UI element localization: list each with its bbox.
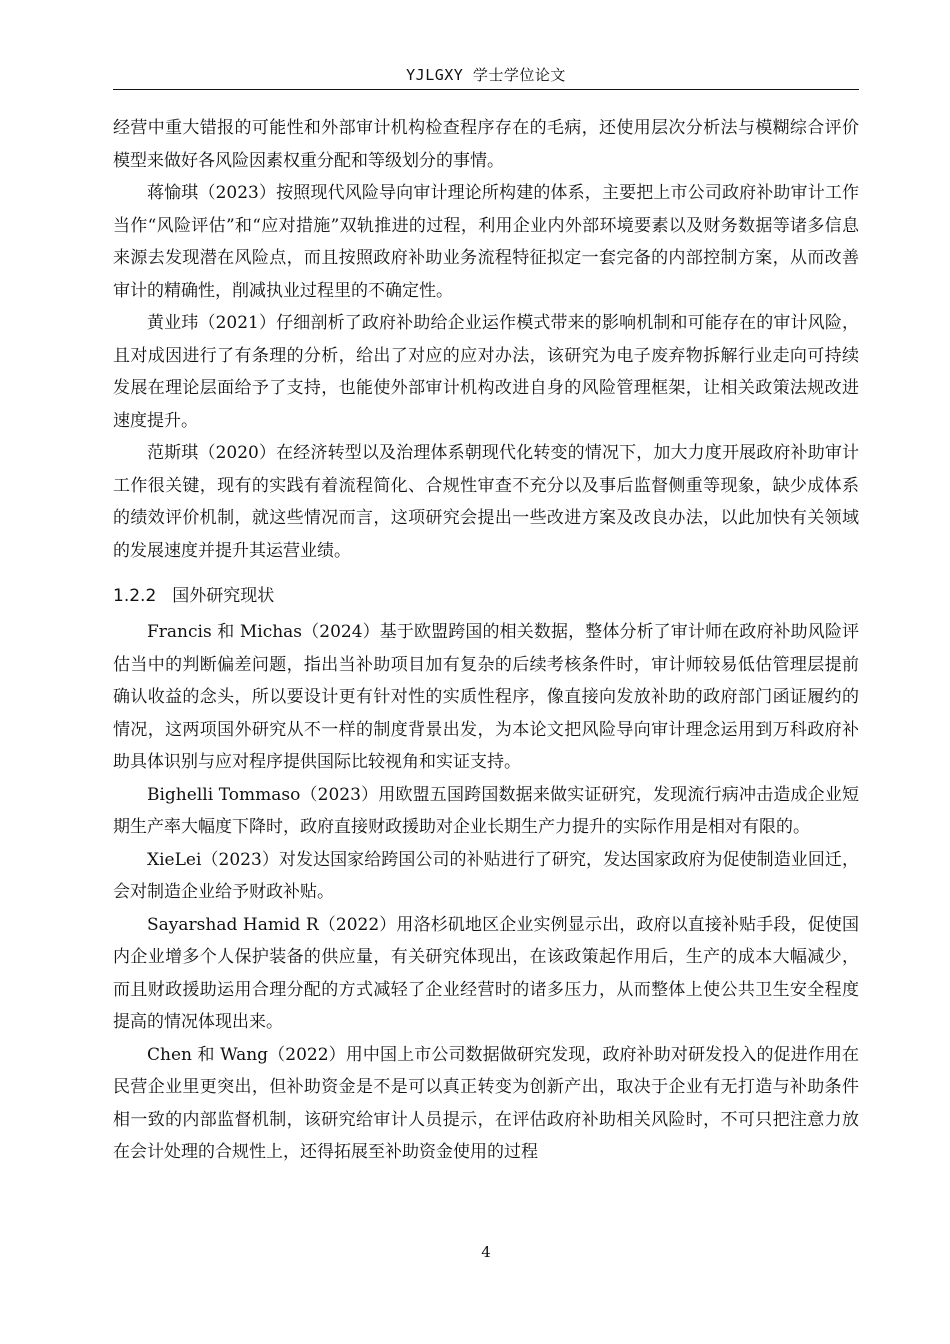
paragraph: 范斯琪（2020）在经济转型以及治理体系朝现代化转变的情况下，加大力度开展政府补助审计工作很关键，现有的实践有着流程简化、合规性审查不充分以及事后监督侧重等现象，缺少成体系的绩效评价机制，就这些情况而言，这项研究会提出一些改进方案及改良办法，以此加快有关领域的发展速度并提升其运营业绩。 [113, 443, 859, 561]
section-heading [113, 580, 859, 612]
paragraph: 蒋愉琪（2023）按照现代风险导向审计理论所构建的体系，主要把上市公司政府补助审计工作当作“风险评估”和“应对措施”双轨推进的过程，利用企业内外部环境要素以及财务数据等诸多信息来源去发现潜在风险点，而且按照政府补助业务流程特征拟定一套完备的内部控制方案，从而改善审计的精确性，削减执业过程里的不确定性。 [113, 183, 859, 301]
section-number: 1.2.2 [113, 586, 157, 606]
paragraph: Bighelli Tommaso（2023）用欧盟五国跨国数据来做实证研究，发现流行病冲击造成企业短期生产率大幅度下降时，政府直接财政援助对企业长期生产力提升的实际作用是相对有限的。 [113, 784, 859, 837]
page-number: 4 [481, 1243, 491, 1261]
paragraph: Chen 和 Wang（2022）用中国上市公司数据做研究发现，政府补助对研发投入的促进作用在民营企业里更突出，但补助资金是不是可以真正转变为创新产出，取决于企业有无打造与补助条件相一致的内部监督机制，该研究给审计人员提示，在评估政府补助相关风险时，不可只把注意力放在会计处理的合规性上，还得拓展至补助资金使用的过程 [113, 1044, 859, 1162]
page-body [113, 112, 859, 1169]
paragraph: Francis 和 Michas（2024）基于欧盟跨国的相关数据，整体分析了审计师在政府补助风险评估当中的判断偏差问题，指出当补助项目加有复杂的后续考核条件时，审计师较易低估管理层提前确认收益的念头，所以要设计更有针对性的实质性程序，像直接向发放补助的政府部门函证履约的情况，这两项国外研究从不一样的制度背景出发，为本论文把风险导向审计理念运用到万科政府补助具体识别与应对程序提供国际比较视角和实证支持。 [113, 622, 859, 772]
section-title: 国外研究现状 [172, 586, 275, 606]
paragraph: XieLei（2023）对发达国家给跨国公司的补贴进行了研究，发达国家政府为促使制造业回迁，会对制造企业给予财政补贴。 [113, 849, 859, 902]
header-rule [113, 89, 859, 90]
running-header: YJLGXY 学士学位论文 [406, 66, 566, 84]
paragraph: 黄业玮（2021）仔细剖析了政府补助给企业运作模式带来的影响机制和可能存在的审计风险，且对成因进行了有条理的分析，给出了对应的应对办法，该研究为电子废弃物拆解行业走向可持续发展在理论层面给予了支持，也能使外部审计机构改进自身的风险管理框架，让相关政策法规改进速度提升。 [113, 313, 859, 431]
paragraph: 经营中重大错报的可能性和外部审计机构检查程序存在的毛病，还使用层次分析法与模糊综合评价模型来做好各风险因素权重分配和等级划分的事情。 [113, 118, 859, 171]
paragraph: Sayarshad Hamid R（2022）用洛杉矶地区企业实例显示出，政府以直接补贴手段，促使国内企业增多个人保护装备的供应量，有关研究体现出，在该政策起作用后，生产的成本大幅减少，而且财政援助运用合理分配的方式减轻了企业经营时的诸多压力，从而整体上使公共卫生安全程度提高的情况体现出来。 [113, 914, 859, 1032]
